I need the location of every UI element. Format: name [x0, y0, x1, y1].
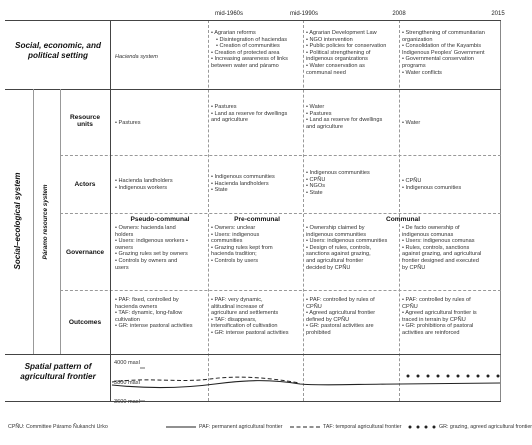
cell-line: • State: [211, 187, 228, 194]
footer-paf: PAF: permanent agricultural frontier: [199, 424, 283, 430]
cell-line: • NGO intervention: [306, 36, 353, 43]
cell-line: communities: [211, 238, 243, 245]
cell-line: • Ownership claimed by: [306, 225, 365, 231]
cell-line: • Indigenous communities: [211, 174, 275, 180]
cell-line: • GR: intense pastoral activities: [115, 323, 193, 330]
cell-line: Hacienda system: [115, 54, 158, 60]
cell-line: • TAF: disappears,: [211, 316, 257, 323]
cell-line: • Agrarian reforms: [211, 30, 256, 36]
cell-line: hacienda tradition;: [211, 251, 257, 258]
cell-line: • Water: [306, 104, 325, 110]
cell-line: • Hacienda landholders: [115, 178, 173, 184]
gr-dot: [447, 375, 450, 378]
cell-line: • State: [306, 189, 323, 196]
paf-line: [112, 381, 500, 388]
gr-dot: [457, 375, 460, 378]
cell-line: between water and páramo: [211, 62, 279, 69]
legend-gr-dot: [425, 426, 428, 429]
cell-line: • Consolidation of the Kayambis: [402, 43, 482, 50]
cell-line: CPÑU: [402, 303, 418, 310]
cell-line: communal need: [306, 69, 346, 76]
cell-line: against grazing, and agricultural: [402, 251, 482, 258]
ses-vertical-label: Social–ecological system: [13, 172, 22, 270]
cell-line: owners: [115, 244, 134, 251]
cell-line: • Land as reserve for dwellings: [211, 110, 288, 117]
cell-line: • CPÑU: [402, 178, 422, 184]
cell-line: • Increasing awareness of links: [211, 56, 288, 63]
period-label-2015: 2015: [491, 11, 505, 17]
regime-communal: Communal: [385, 216, 421, 223]
legend-gr-dot: [433, 426, 436, 429]
gr-dots: [407, 375, 500, 378]
cell-line: • Rules, controls, sanctions: [402, 244, 470, 251]
social-setting-label-text: Social, economic, and political setting: [15, 41, 101, 60]
cell-line: • Controls by users: [211, 257, 259, 264]
cell-line: and agriculture: [211, 117, 249, 124]
cell-line: hacienda owners: [115, 303, 158, 310]
cell-line: • Controls by owners and: [115, 257, 178, 264]
cell-line: • Agreed agricultural frontier is: [402, 310, 477, 317]
period-label-1990s: mid-1990s: [289, 11, 318, 17]
cell-line: • Political strengthening of: [306, 49, 371, 56]
governance-label: Governance: [65, 249, 105, 256]
cell-line: • De facto ownership of: [402, 225, 460, 231]
cell-line: • Agreed agricultural frontier: [306, 310, 376, 317]
footer-cpnu: CPÑU: Committee Páramo Ñukanchi Urko: [8, 424, 108, 430]
cell-line: • Land as reserve for dwellings: [306, 117, 383, 124]
gr-dot: [437, 375, 440, 378]
cell-line: • Public policies for conservation: [306, 43, 387, 50]
elevation-3800: 3800 masl: [114, 380, 140, 386]
period-label-2008: 2008: [392, 11, 406, 17]
cell-line: • Owners: unclear: [211, 225, 256, 231]
gr-dot: [497, 375, 500, 378]
cell-line: • Indigenous communities: [306, 170, 370, 176]
cell-line: • Indigenous comunities: [402, 184, 462, 191]
elevation-4000: 4000 masl: [114, 360, 140, 366]
cell-line: • Agrarian Development Law: [306, 30, 377, 36]
cell-line: altitudinal increase of: [211, 303, 264, 310]
cell-line: • Grazing rules set by owners: [115, 251, 188, 258]
cell-line: traced in terrain by CPÑU: [402, 316, 466, 323]
paramo-vertical-label: Páramo resource system: [42, 184, 49, 260]
gr-dot: [477, 375, 480, 378]
cell-line: • Water: [402, 120, 421, 126]
cell-line: • CPÑU: [306, 176, 326, 183]
cell-line: • Owners: hacienda land: [115, 225, 176, 231]
cell-line: • Users: indigenous communities: [306, 238, 388, 245]
cell-line: • PAF: fixed, controlled by: [115, 297, 179, 303]
period-label-1960s: mid-1960s: [214, 11, 243, 17]
gr-dot: [427, 375, 430, 378]
cell-line: programs: [402, 62, 426, 69]
resource-units-label-text: Resource units: [69, 114, 101, 128]
footer-taf: TAF: temporal agricultural frontier: [323, 424, 402, 430]
cell-line: indigenous comunas: [402, 231, 454, 238]
cell-line: organization: [402, 36, 433, 43]
actors-label: Actors: [74, 181, 96, 188]
footer-gr: GR: grazing, agreed agricultural frontier: [439, 424, 532, 430]
cell-line: • Pastures: [306, 110, 332, 117]
cell-line: Indigenous Peoples' Government: [402, 49, 485, 56]
cell-line: • GR: prohibitions of pastoral: [402, 323, 474, 330]
cell-line: agriculture and settlements: [211, 310, 279, 317]
cell-line: • Pastures: [211, 104, 237, 110]
cell-line: • Creation of protected area: [211, 49, 280, 56]
cell-line: • Water conservation as: [306, 62, 365, 69]
cell-line: CPÑU: [306, 303, 322, 310]
cell-line: by CPÑU: [402, 264, 426, 271]
cell-line: • Users: indigenous workers •: [115, 238, 188, 245]
cell-line: • Water conflicts: [402, 69, 442, 76]
cell-line: holders: [115, 231, 134, 238]
gr-dot: [407, 375, 410, 378]
cell-line: • NGOs: [306, 183, 326, 190]
cell-line: • GR: intense pastoral activities: [211, 329, 289, 336]
cell-line: cultivation: [115, 316, 140, 323]
taf-line: [112, 377, 300, 383]
cell-line: activities are reinforced: [402, 329, 460, 336]
cell-line: • PAF: very dynamic,: [211, 297, 263, 303]
cell-line: intensification of cultivation: [211, 323, 278, 330]
cell-line: decided by CPÑU: [306, 264, 351, 271]
cell-line: • TAF: dynamic, long-fallow: [115, 310, 183, 317]
cell-line: • Strengthening of communitarian: [402, 30, 485, 36]
cell-line: indigenous communities: [306, 231, 367, 238]
cell-line: • GR: pastoral activities are: [306, 323, 374, 330]
cell-line: • Governmental conservation: [402, 56, 474, 63]
cell-line: and agriculture: [306, 123, 344, 130]
cell-line: • Pastures: [115, 120, 141, 126]
cell-line: • Users: indigenous comunas: [402, 238, 475, 245]
cell-line: sanctions against grazing,: [306, 251, 371, 258]
cell-line: indigenous organizations: [306, 56, 368, 63]
gr-dot: [417, 375, 420, 378]
outcomes-label: Outcomes: [68, 319, 102, 326]
cell-line: • PAF: controlled by rules of: [306, 297, 375, 303]
cell-line: • Design of rules, controls,: [306, 244, 372, 251]
cell-line: • Hacienda landholders: [211, 180, 269, 187]
cell-line: users: [115, 264, 129, 271]
cell-line: and agricultural frontier: [306, 257, 364, 264]
elevation-3600: 3600 masl: [114, 399, 140, 405]
cell-line: • Disintegration of haciendas: [216, 36, 287, 43]
cell-line: • Indigenous workers: [115, 184, 168, 191]
cell-line: • PAF: controlled by rules of: [402, 297, 471, 303]
cell-line: frontier designed and executed: [402, 257, 479, 264]
cell-line: • Grazing rules kept from: [211, 244, 273, 251]
regime-pre-communal: Pre-communal: [234, 216, 280, 223]
gr-dot: [487, 375, 490, 378]
cell-line: • Creation of communities: [216, 43, 280, 50]
legend-gr-dot: [409, 426, 412, 429]
gr-dot: [467, 375, 470, 378]
cell-line: prohibited: [306, 329, 331, 336]
spatial-pattern-label-text: Spatial pattern of agricultural frontier: [20, 362, 96, 381]
legend-gr-dot: [417, 426, 420, 429]
cell-line: defined by CPÑU: [306, 316, 350, 323]
cell-line: • Users: indigenous: [211, 231, 260, 238]
regime-pseudo-communal: Pseudo-communal: [130, 216, 190, 223]
